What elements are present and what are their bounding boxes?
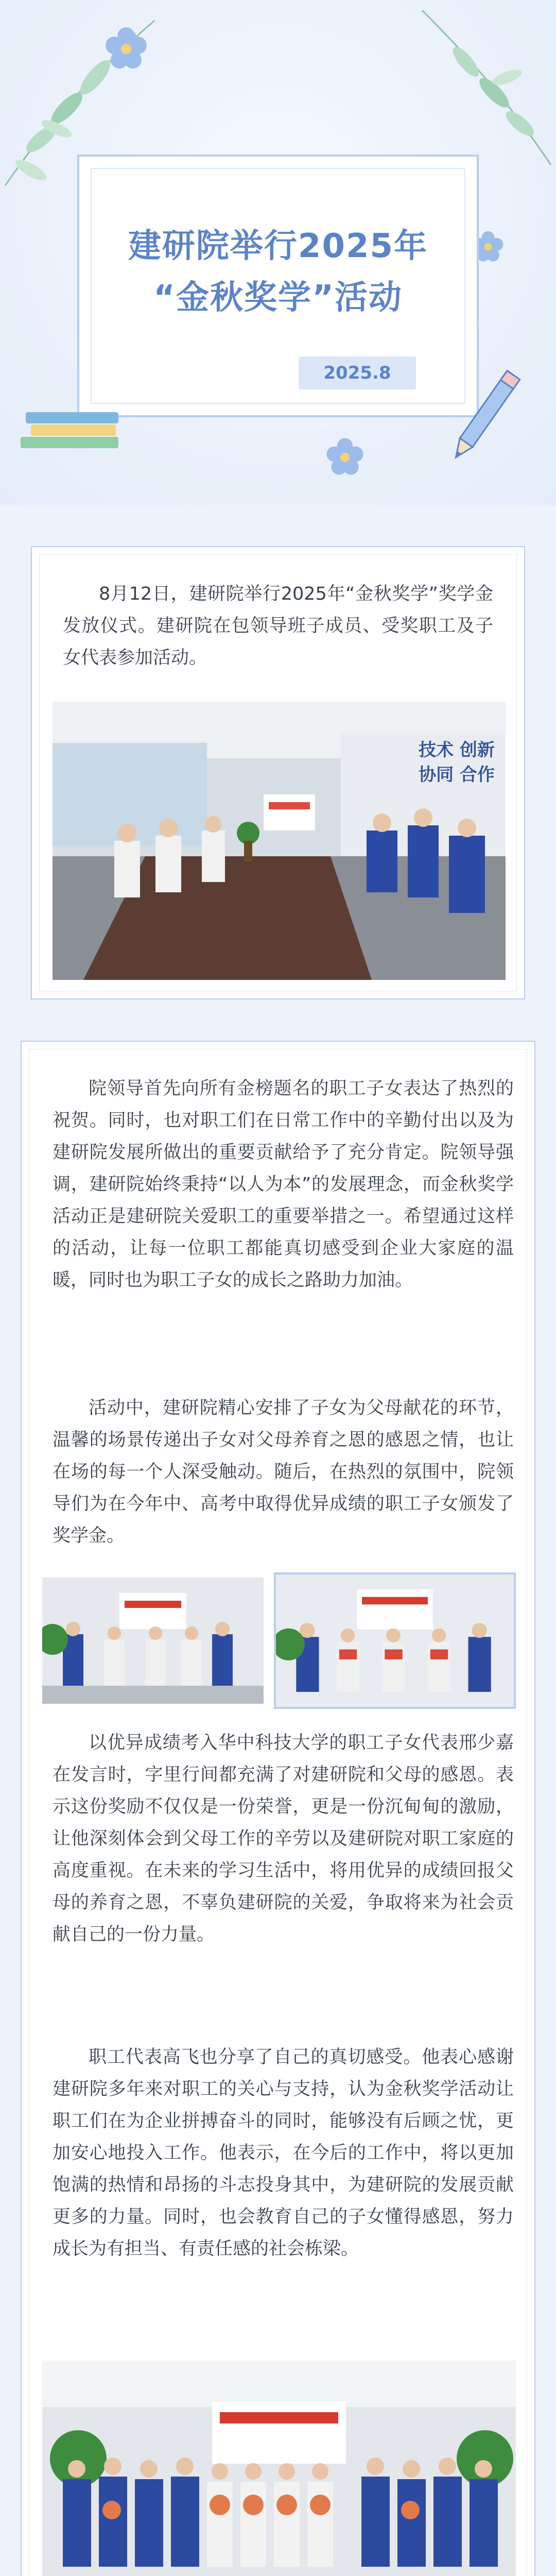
date-badge: 2025.8	[299, 357, 416, 389]
body-paragraph: 职工代表高飞也分享了自己的真切感受。他表心感谢建研院多年来对职工的关心与支持，认为金秋奖学活动让职工们在为企业拼搏奋斗的同时，能够没有后顾之忧，更加安心地投入工作。他表示，在今后的工作中，将以更加饱满的热情和昂扬的斗志投身其中，为建研院的发展贡献更多的力量。同时，也会教育自己的子女懂得感恩，努力成长为有担当、有责任感的社会栋梁。	[53, 2047, 514, 2259]
flower-icon	[103, 25, 149, 71]
page-title-line-1: 建研院举行2025年	[128, 227, 428, 265]
title-card	[77, 155, 479, 417]
group-photo	[42, 2361, 516, 2576]
body-paragraph: 以优异成绩考入华中科技大学的职工子女代表邢少嘉在发言时，字里行间都充满了对建研院和父母的感恩。表示这份奖励不仅仅是一份荣誉，更是一份沉甸甸的激励，让他深刻体会到父母工作的辛劳以及建研院对职工家庭的高度重视。在未来的学习生活中，将用优异的成绩回报父母的养育之恩，不辜负建研院的关爱，争取将来为社会贡献自己的一份力量。	[53, 1733, 514, 1945]
body-paragraph: 活动中，建研院精心安排了子女为父母献花的环节，温馨的场景传递出子女对父母养育之恩的感恩之情，也让在场的每一个人深受触动。随后，在热烈的氛围中，院领导们为在今年中、高考中取得优异成绩的职工子女颁发了奖学金。	[53, 1398, 514, 1546]
header-banner	[0, 0, 556, 505]
books-icon	[21, 402, 124, 464]
ceremony-photo	[53, 702, 506, 980]
photo-wall-slogan: 技术 创新 协同 合作	[419, 740, 495, 785]
intro-paragraph: 8月12日，建研院举行2025年“金秋奖学”奖学金发放仪式。建研院在包领导班子成员、受奖职工及子女代表参加活动。	[63, 584, 493, 668]
intro-section	[31, 546, 525, 999]
pencil-icon	[445, 361, 523, 474]
award-photo-left	[42, 1578, 264, 1704]
flower-icon	[324, 436, 366, 477]
leaf-decoration-icon	[402, 0, 556, 170]
page-title-line-2: “金秋奖学”活动	[153, 279, 403, 317]
body-section	[21, 1041, 535, 2576]
body-paragraph: 院领导首先向所有金榜题名的职工子女表达了热烈的祝贺。同时，也对职工们在日常工作中的辛勤付出以及为建研院发展所做出的重要贡献给予了充分肯定。院领导强调，建研院始终秉持“以人为本”的发展理念，而金秋奖学活动正是建研院关爱职工的重要举措之一。希望通过这样的活动，让每一位职工都能真切感受到企业大家庭的温暖，同时也为职工子女的成长之路助力加油。	[53, 1078, 514, 1291]
award-photo-right	[274, 1572, 516, 1709]
